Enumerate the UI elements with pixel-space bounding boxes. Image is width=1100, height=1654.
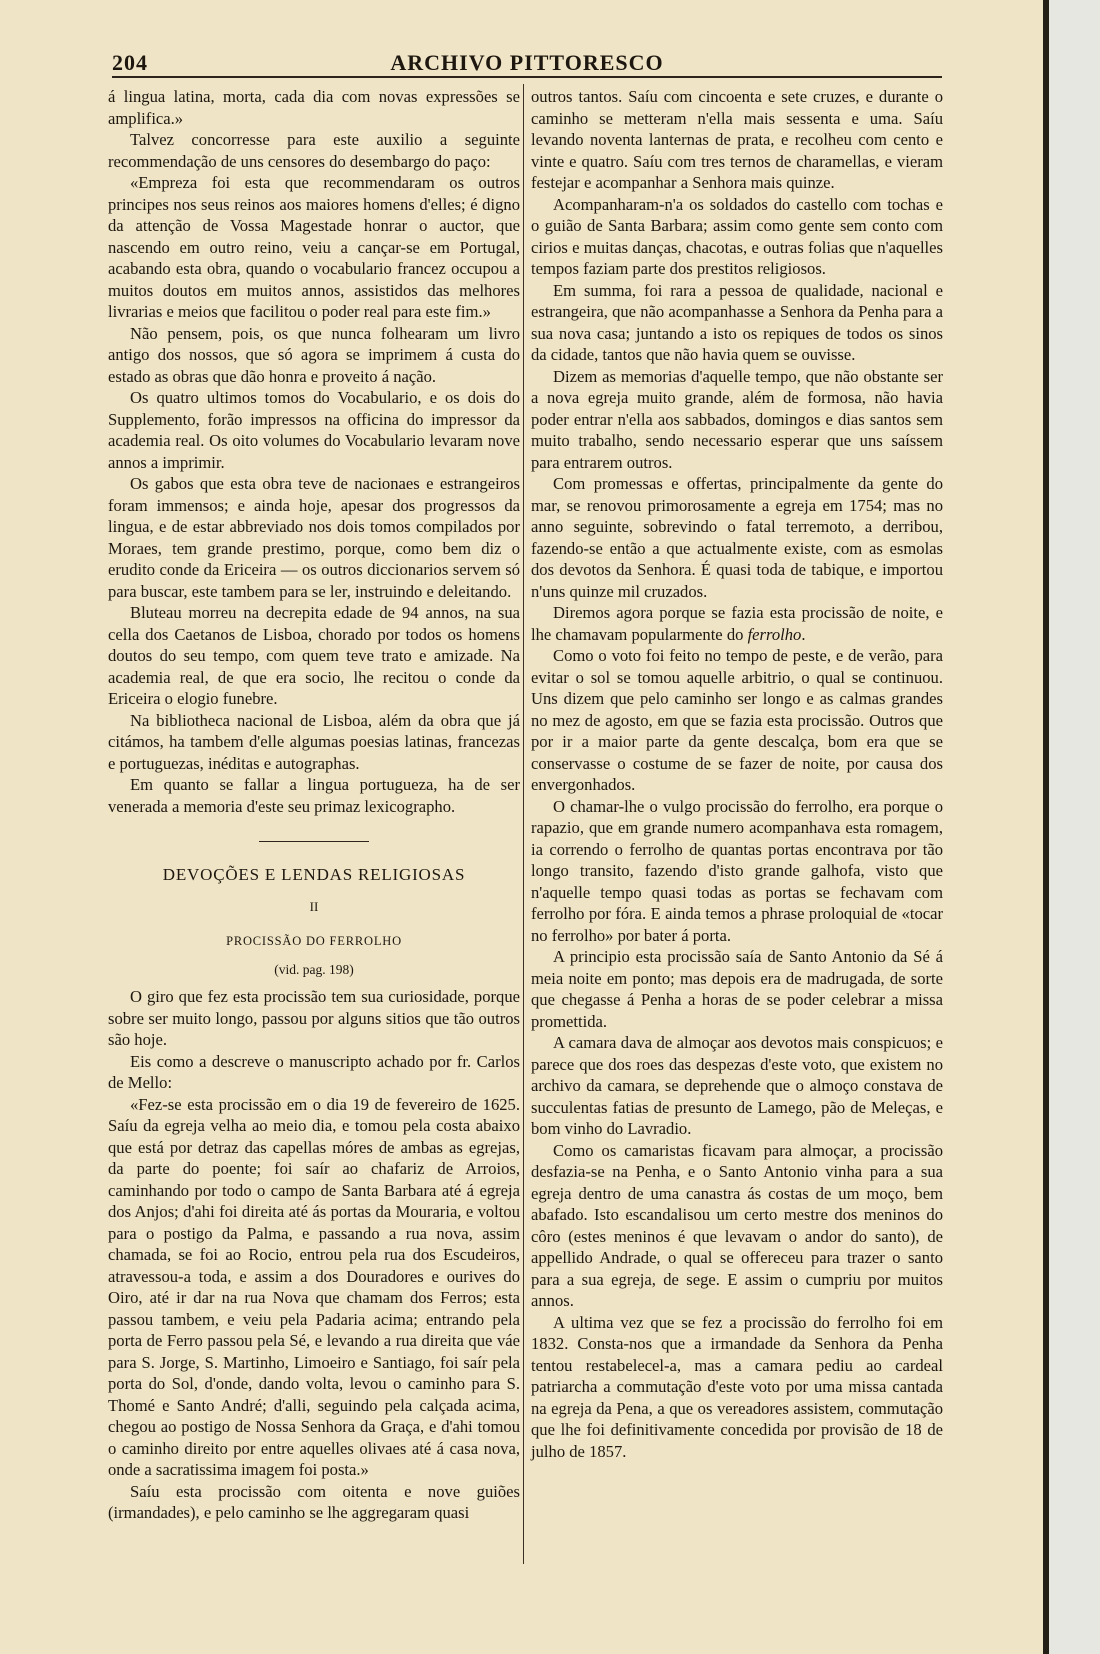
paragraph: Em summa, foi rara a pessoa de qualidade, nacional e estrangeira, que não acompanhasse a Senhora da Penha para a sua nova casa; juntando a isto os repiques de todos os sinos da cidade, tantos que não havia quem se ouvisse. — [531, 280, 943, 364]
page-number: 204 — [112, 50, 148, 75]
paragraph: Saíu esta procissão com oitenta e nove guiões (irmandades), e pelo caminho se lhe aggregaram quasi — [108, 1481, 520, 1522]
text-run: . — [801, 624, 806, 644]
paragraph: Com promessas e offertas, principalmente da gente do mar, se renovou primorosamente a egreja em 1754; mas no anno seguinte, sobrevindo o fatal terremoto, a derribou, fazendo-se então a que actualmente existe, com as esmolas dos devotos da Senhora. É quasi toda de tabique, e importou n'uns quinze mil cruzados. — [531, 474, 943, 601]
quote-paragraph: «Empreza foi esta que recommendaram os outros principes nos seus reinos aos maiores homens d'elles; é digno da attenção de Vossa Magestade honrar o auctor, que nascendo em outro reino, veiu a cançar-se em Portugal, acabando esta obra, quando o vocabulario francez occupou a muitos doutos em muitos annos, assistidos das melhores livrarias e meios que facilitou o poder real para este fim.» — [108, 173, 520, 321]
section-divider — [259, 841, 369, 842]
paragraph: Não pensem, pois, os que nunca folhearam um livro antigo dos nossos, que só agora se imprimem á custa do estado as obras que dão honra e proveito á nação. — [108, 323, 520, 386]
page-header — [112, 50, 942, 76]
paragraph: O chamar-lhe o vulgo procissão do ferrolho, era porque o rapazio, que em grande numero acompanhava esta romagem, ia correndo o ferrolho de quantas portas encontrava por tão longo transito, fazendo d'isto grande galhofa, visto que n'aquelle tempo quasi todas as portas se fechavam com ferrolho por fóra. E ainda temos a phrase proloquial de «tocar no ferrolho» por bater á porta. — [531, 796, 943, 945]
quote-paragraph: «Fez-se esta procissão em o dia 19 de fevereiro de 1625. Saíu da egreja velha ao meio dia, e tomou pela costa abaixo que está por detraz das capellas móres de ambas as egrejas, da parte do poente; foi saír ao chafariz de Arroios, caminhando por todo o campo de Santa Barbara até á egreja dos Anjos; d'ahi foi direita até ás portas da Mouraria, e voltou para o postigo da Palma, e passando a rua nova, assim chamada, se foi ao Rocio, entrou pela rua dos Escudeiros, atravessou-a toda, e assim a dos Douradores e ourives do Oiro, até ir dar na rua Nova que chamam dos Ferros; esta passou tambem, e veiu pela Padaria acima; entrando pela porta de Ferro passou pela Sé, e levando a rua direita que váe para S. Jorge, S. Martinho, Limoeiro e Santiago, foi saír pela porta do Sol, d'onde, dando volta, levou o caminho para S. Thomé e Santo André; d'alli, seguindo pela calçada acima, chegou ao postigo de Nossa Senhora da Graça, e d'ahi tomou o caminho direito por entre aquelles olivaes até á casa nova, onde a sacratissima imagem foi posta.» — [108, 1094, 520, 1479]
paragraph: Os quatro ultimos tomos do Vocabulario, e os dois do Supplemento, forão impressos na officina do impressor da academia real. Os oito volumes do Vocabulario levaram nove annos a imprimir. — [108, 388, 520, 472]
paragraph: Em quanto se fallar a lingua portugueza, ha de ser venerada a memoria d'este seu primaz lexicographo. — [108, 775, 520, 816]
column-divider — [523, 84, 524, 1564]
italic-term: ferrolho — [747, 624, 802, 644]
text-run: Diremos agora porque se fazia esta procissão de noite, e lhe chamavam popularmente do — [531, 603, 943, 644]
section-title: DEVOÇÕES E LENDAS RELIGIOSAS — [162, 865, 466, 884]
paragraph: á lingua latina, morta, cada dia com novas expressões se amplifica.» — [108, 87, 520, 128]
paragraph: Dizem as memorias d'aquelle tempo, que não obstante ser a nova egreja muito grande, além de formosa, não havia poder entrar n'ella aos sabbados, domingos e dias santos sem muito trabalho, sendo necessario esperar que uns saíssem para entrarem outros. — [531, 366, 943, 472]
paragraph: Como o voto foi feito no tempo de peste, e de verão, para evitar o sol se tomou aquelle arbitrio, o qual se continuou. Uns dizem que pelo caminho ser longo e as calmas grandes no mez de agosto, em que se fazia esta procissão. Outros que por ir a maior parte da gente descalça, bom era que se conservasse o costume de se fazer de noite, por causa dos envergonhados. — [531, 646, 943, 794]
paragraph: A principio esta procissão saía de Santo Antonio da Sé á meia noite em ponto; mas depois era de madrugada, de sorte que chegasse á Penha a horas de se poder celebrar a missa promettida. — [531, 947, 943, 1031]
left-column — [108, 86, 520, 1524]
page-reference: (vid. pag. 198) — [274, 961, 354, 977]
page-binding-edge — [1043, 0, 1100, 1654]
paragraph: Como os camaristas ficavam para almoçar, a procissão desfazia-se na Penha, e o Santo Antonio vinha para a sua egreja dentro de uma canastra ás costas de um moço, bem abafado. Isto escandalisou um certo mestre dos meninos do côro (estes meninos é que levavam o andor do santo), de appellido Andrade, o qual se offereceu para trazer o santo para a sua egreja, de sege. E assim o cumpriu por muitos annos. — [531, 1140, 943, 1310]
section-number: II — [309, 898, 319, 914]
paragraph: outros tantos. Saíu com cincoenta e sete cruzes, e durante o caminho se metteram n'ella mais sessenta e uma. Saíu levando noventa lanternas de prata, e recolheu com cento e vinte e quatro. Saíu com tres ternos de charamellas, e vieram festejar e acompanhar a Senhora mais quinze. — [531, 87, 943, 192]
paragraph: Os gabos que esta obra teve de nacionaes e estrangeiros foram immensos; e ainda hoje, apesar dos progressos da lingua, e de estar abbreviado nos dois tomos compilados por Moraes, tem grande prestimo, porque, como bem diz o erudito conde da Ericeira — os outros diccionarios servem só para buscar, este tambem para se ler, instruindo e deleitando. — [108, 474, 520, 601]
paragraph: Acompanharam-n'a os soldados do castello com tochas e o guião de Santa Barbara; assim como gente sem conto com cirios e muitas danças, chacotas, e outras folias que n'aquelles tempos faziam parte dos prestitos religiosos. — [531, 194, 943, 278]
right-column — [531, 86, 943, 1462]
paragraph: Bluteau morreu na decrepita edade de 94 annos, na sua cella dos Caetanos de Lisboa, chorado por todos os homens doutos do seu tempo, com quem teve trato e amizade. Na academia real, de que era socio, lhe recitou o conde da Ericeira o elogio funebre. — [108, 603, 520, 708]
paragraph: O giro que fez esta procissão tem sua curiosidade, porque sobre ser muito longo, passou por alguns sitios que tão outros são hoje. — [108, 987, 520, 1049]
binding-shadow — [1043, 0, 1049, 1654]
running-title: ARCHIVO PITTORESCO — [390, 50, 664, 75]
article-title: PROCISSÃO DO FERROLHO — [226, 934, 402, 948]
paragraph: Na bibliotheca nacional de Lisboa, além da obra que já citámos, ha tambem d'elle algumas poesias latinas, francezas e portuguezas, inéditas e autographas. — [108, 710, 520, 773]
paragraph: Eis como a descreve o manuscripto achado por fr. Carlos de Mello: — [108, 1051, 520, 1092]
paragraph: A camara dava de almoçar aos devotos mais conspicuos; e parece que dos roes das despezas d'este voto, que existem no archivo da camara, se deprehende que o almoço constava de succulentas fatias de presunto de Lamego, pão de Meleças, e bom vinho do Lavradio. — [531, 1033, 943, 1138]
paragraph — [531, 602, 943, 645]
header-rule — [112, 76, 942, 78]
paragraph: A ultima vez que se fez a procissão do ferrolho foi em 1832. Consta-nos que a irmandade da Senhora da Penha tentou restabelecel-a, mas a camara pediu ao cardeal patriarcha a commutação d'este voto por uma missa cantada na egreja da Pena, a que os vereadores assistem, commutação que lhe foi definitivamente concedida por provisão de 18 de julho de 1857. — [531, 1312, 943, 1461]
paragraph: Talvez concorresse para este auxilio a seguinte recommendação de uns censores do desembargo do paço: — [108, 130, 520, 171]
